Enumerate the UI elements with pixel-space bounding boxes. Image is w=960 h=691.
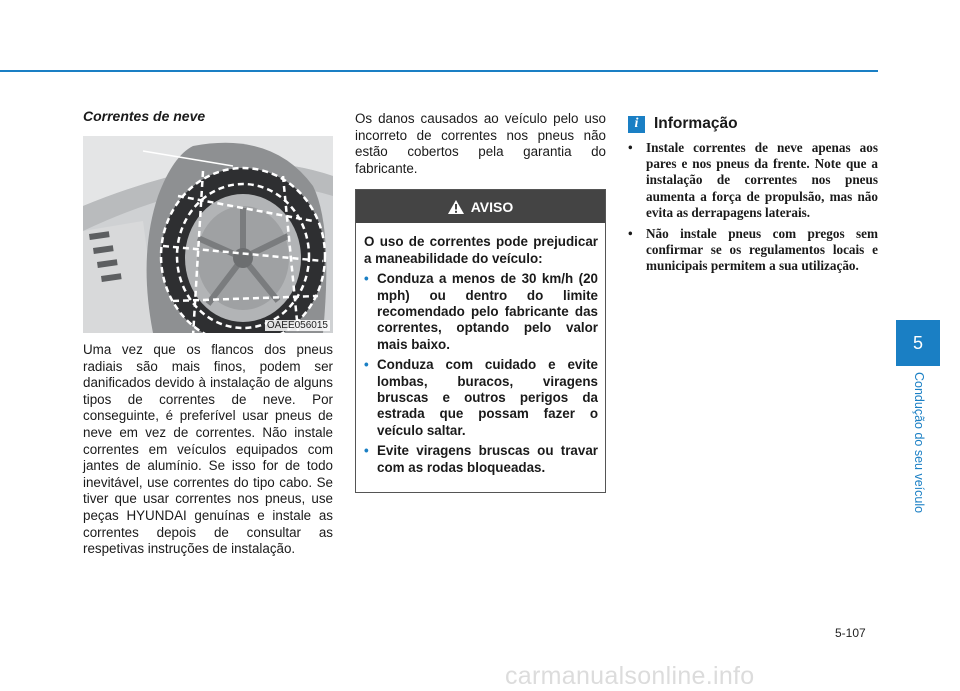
snow-chain-illustration — [83, 136, 333, 333]
info-item-text: Instale correntes de neve apenas aos pares e nos pneus da frente. Note que a instalação de correntes nos pneus aumenta a força de propulsão, mas não evita as derrapagens laterais. — [646, 140, 878, 220]
bullet-icon: • — [364, 443, 369, 459]
warning-item — [364, 271, 598, 353]
info-heading — [628, 115, 878, 133]
warning-item — [364, 443, 598, 476]
chapter-name: Condução do seu veículo — [912, 372, 926, 514]
warning-box — [355, 189, 606, 493]
top-rule — [0, 70, 878, 72]
info-item — [628, 226, 878, 275]
info-item — [628, 140, 878, 221]
warning-item — [364, 357, 598, 439]
info-icon: i — [628, 116, 645, 133]
bullet-icon: • — [364, 271, 369, 287]
bullet-icon: • — [364, 357, 369, 373]
middle-column — [355, 111, 606, 493]
info-list — [628, 140, 878, 275]
warning-item-text: Conduza com cuidado e evite lombas, buracos, viragens bruscas e outros perigos da estrada que possam fazer o veículo saltar. — [377, 357, 598, 438]
warning-item-text: Evite viragens bruscas ou travar com as rodas bloqueadas. — [377, 443, 598, 475]
warning-title: AVISO — [470, 198, 514, 215]
bullet-icon: • — [628, 226, 633, 242]
warranty-paragraph: Os danos causados ao veículo pelo uso incorreto de correntes nos pneus não estão cobertos pela garantia do fabricante. — [355, 111, 606, 176]
warning-intro: O uso de correntes pode prejudicar a maneabilidade do veículo: — [364, 234, 598, 266]
warning-item-text: Conduza a menos de 30 km/h (20 mph) ou dentro do limite recomendado pelo fabricante das correntes, optando pelo valor mais baixo. — [377, 271, 598, 352]
bullet-icon: • — [628, 140, 633, 155]
warning-header — [356, 190, 605, 223]
chapter-number-tab: 5 — [896, 320, 940, 366]
snow-chain-paragraph: Uma vez que os flancos dos pneus radiais são mais finos, podem ser danificados devido à instalação de alguns tipos de correntes de neve. Por conseguinte, é preferível usar pneus de neve em vez de correntes. Não instale correntes em veículos equipados com jantes de alumínio. Se isso for de todo inevitável, use correntes do tipo cabo. Se tiver que usar correntes nos pneus, use peças HYUNDAI genuínas e instale as correntes depois de consultar as respetivas instruções de instalação. — [83, 342, 333, 557]
figure-code: OAEE056015 — [266, 320, 328, 331]
right-column — [628, 115, 878, 280]
watermark: carmanualsonline.info — [505, 662, 755, 690]
left-column — [83, 108, 333, 558]
warning-triangle-icon — [448, 200, 464, 214]
info-title: Informação — [654, 115, 738, 132]
page-number: 5-107 — [835, 626, 866, 640]
snow-chain-figure — [83, 136, 333, 333]
warning-list — [364, 271, 598, 476]
section-title: Correntes de neve — [83, 108, 206, 124]
warning-body — [356, 223, 605, 492]
info-item-text: Não instale pneus com pregos sem confirmar se os regulamentos locais e municipais permitem a sua utilização. — [646, 226, 878, 274]
